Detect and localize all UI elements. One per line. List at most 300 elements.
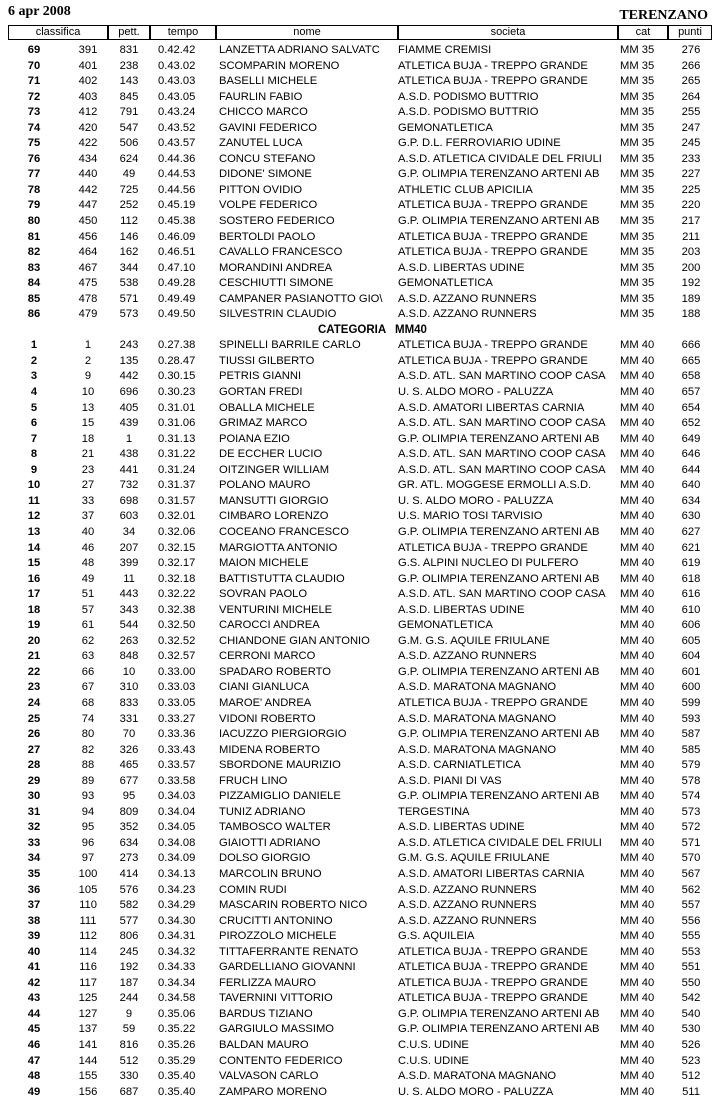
rank-cell: 28 xyxy=(27,759,41,772)
rank-cell: 48 xyxy=(27,1070,41,1083)
overall-position-cell: 94 xyxy=(81,805,95,818)
overall-position-cell: 23 xyxy=(81,463,95,476)
category-cell: MM 40 xyxy=(620,588,655,601)
club-cell: G.P. OLIMPIA TERENZANO ARTENI AB xyxy=(398,728,600,741)
rank-cell: 46 xyxy=(27,1039,41,1051)
table-row xyxy=(0,90,720,106)
club-cell: G.S. ALPINI NUCLEO DI PULFERO xyxy=(398,557,579,570)
points-cell: 649 xyxy=(681,432,701,445)
time-cell: 0.44.56 xyxy=(158,183,196,196)
athlete-name-cell: PIROZZOLO MICHELE xyxy=(219,930,337,943)
bib-number-cell: 10 xyxy=(122,665,136,678)
athlete-name-cell: ZANUTEL LUCA xyxy=(219,137,303,150)
overall-position-cell: 68 xyxy=(81,696,95,709)
points-cell: 644 xyxy=(681,463,701,476)
time-cell: 0.33.43 xyxy=(158,743,196,756)
overall-position-cell: 18 xyxy=(81,432,95,445)
overall-position-cell: 100 xyxy=(78,867,98,880)
overall-position-cell: 155 xyxy=(78,1070,98,1083)
table-row xyxy=(0,354,720,370)
col-cat: cat xyxy=(618,25,668,40)
rank-cell: 16 xyxy=(27,572,41,585)
category-cell: MM 40 xyxy=(620,448,655,461)
overall-position-cell: 450 xyxy=(78,215,98,228)
athlete-name-cell: TAVERNINI VITTORIO xyxy=(219,992,333,1005)
rank-cell: 85 xyxy=(27,292,41,305)
table-row xyxy=(0,338,720,354)
athlete-name-cell: CHIANDONE GIAN ANTONIO xyxy=(219,634,370,647)
category-cell: MM 40 xyxy=(620,417,655,430)
points-cell: 605 xyxy=(681,634,701,647)
rank-cell: 72 xyxy=(27,90,41,103)
club-cell: U. S. ALDO MORO - PALUZZA xyxy=(398,386,554,399)
rank-cell: 29 xyxy=(27,774,41,787)
category-cell: MM 40 xyxy=(620,728,655,741)
club-cell: ATLETICA BUJA - TREPPO GRANDE xyxy=(398,75,588,88)
category-cell: MM 40 xyxy=(620,790,655,803)
rank-cell: 11 xyxy=(28,494,40,507)
rank-cell: 86 xyxy=(27,308,41,321)
table-row xyxy=(0,976,720,992)
category-cell: MM 40 xyxy=(620,836,655,849)
overall-position-cell: 447 xyxy=(78,199,98,212)
table-row xyxy=(0,245,720,261)
athlete-name-cell: MARCOLIN BRUNO xyxy=(219,867,322,880)
points-cell: 654 xyxy=(681,401,701,414)
athlete-name-cell: CAVALLO FRANCESCO xyxy=(219,246,343,259)
category-cell: MM 40 xyxy=(620,696,655,709)
club-cell: GEMONATLETICA xyxy=(398,121,493,134)
rank-cell: 27 xyxy=(27,743,41,756)
overall-position-cell: 440 xyxy=(78,168,98,181)
club-cell: A.S.D. CARNIATLETICA xyxy=(398,759,521,772)
club-cell: ATLETICA BUJA - TREPPO GRANDE xyxy=(398,230,588,243)
overall-position-cell: 1 xyxy=(84,339,92,352)
athlete-name-cell: BARDUS TIZIANO xyxy=(219,1007,313,1020)
points-cell: 630 xyxy=(681,510,701,523)
athlete-name-cell: TAMBOSCO WALTER xyxy=(219,821,331,834)
overall-position-cell: 40 xyxy=(81,525,95,538)
athlete-name-cell: FAURLIN FABIO xyxy=(219,90,303,103)
athlete-name-cell: CIMBARO LORENZO xyxy=(219,510,329,523)
category-cell: MM 40 xyxy=(620,743,655,756)
athlete-name-cell: CRUCITTI ANTONINO xyxy=(219,914,333,927)
rank-cell: 35 xyxy=(27,867,41,880)
club-cell: ATHLETIC CLUB APICILIA xyxy=(398,183,533,196)
category-cell: MM 35 xyxy=(620,59,655,72)
athlete-name-cell: COCEANO FRANCESCO xyxy=(219,525,349,538)
bib-number-cell: 732 xyxy=(119,479,139,492)
club-cell: G.P. D.L. FERROVIARIO UDINE xyxy=(398,137,561,150)
time-cell: 0.34.31 xyxy=(158,930,196,943)
table-row xyxy=(0,1069,720,1085)
overall-position-cell: 51 xyxy=(81,588,95,601)
rank-cell: 15 xyxy=(27,557,41,570)
athlete-name-cell: OITZINGER WILLIAM xyxy=(219,463,330,476)
overall-position-cell: 420 xyxy=(78,121,98,134)
category-cell: MM 40 xyxy=(620,1039,655,1051)
bib-number-cell: 326 xyxy=(119,743,139,756)
points-cell: 601 xyxy=(681,665,701,678)
bib-number-cell: 34 xyxy=(122,525,136,538)
points-cell: 233 xyxy=(681,152,701,165)
club-cell: A.S.D. AZZANO RUNNERS xyxy=(398,914,537,927)
time-cell: 0.34.33 xyxy=(158,961,196,974)
athlete-name-cell: CESCHIUTTI SIMONE xyxy=(219,277,334,290)
table-row xyxy=(0,960,720,976)
overall-position-cell: 117 xyxy=(79,976,97,989)
bib-number-cell: 310 xyxy=(119,681,139,694)
time-cell: 0.31.22 xyxy=(158,448,196,461)
table-row xyxy=(0,214,720,230)
bib-number-cell: 725 xyxy=(119,183,139,196)
table-row xyxy=(0,603,720,619)
rank-cell: 44 xyxy=(27,1007,41,1020)
athlete-name-cell: POIANA EZIO xyxy=(219,432,290,445)
overall-position-cell: 74 xyxy=(81,712,95,725)
overall-position-cell: 15 xyxy=(81,417,95,430)
category-cell: MM 35 xyxy=(620,230,655,243)
points-cell: 264 xyxy=(681,90,701,103)
athlete-name-cell: MORANDINI ANDREA xyxy=(219,261,333,274)
category-cell: MM 40 xyxy=(620,712,655,725)
table-row xyxy=(0,774,720,790)
bib-number-cell: 833 xyxy=(119,696,139,709)
bib-number-cell: 330 xyxy=(119,1070,139,1083)
bib-number-cell: 624 xyxy=(119,152,139,165)
overall-position-cell: 2 xyxy=(84,354,92,367)
bib-number-cell: 405 xyxy=(119,401,139,414)
rank-cell: 24 xyxy=(27,696,41,709)
overall-position-cell: 57 xyxy=(81,603,95,616)
table-row xyxy=(0,789,720,805)
bib-number-cell: 439 xyxy=(119,417,139,430)
athlete-name-cell: DOLSO GIORGIO xyxy=(219,852,311,865)
bib-number-cell: 465 xyxy=(119,759,139,772)
club-cell: G.P. OLIMPIA TERENZANO ARTENI AB xyxy=(398,665,600,678)
athlete-name-cell: SOSTERO FEDERICO xyxy=(219,215,335,228)
athlete-name-cell: PITTON OVIDIO xyxy=(219,183,303,196)
bib-number-cell: 831 xyxy=(119,44,139,56)
category-cell: MM 40 xyxy=(620,541,655,554)
athlete-name-cell: GAVINI FEDERICO xyxy=(219,121,318,134)
club-cell: ATLETICA BUJA - TREPPO GRANDE xyxy=(398,354,588,367)
time-cell: 0.47.10 xyxy=(158,261,196,274)
rank-cell: 39 xyxy=(27,930,41,943)
time-cell: 0.43.24 xyxy=(158,106,196,119)
overall-position-cell: 464 xyxy=(78,246,98,259)
points-cell: 593 xyxy=(681,712,701,725)
points-cell: 604 xyxy=(681,650,701,663)
time-cell: 0.46.51 xyxy=(158,246,196,259)
points-cell: 600 xyxy=(681,681,701,694)
time-cell: 0.35.26 xyxy=(158,1039,196,1051)
points-cell: 610 xyxy=(681,603,701,616)
bib-number-cell: 352 xyxy=(119,821,139,834)
bib-number-cell: 243 xyxy=(119,339,139,352)
athlete-name-cell: GARDELLIANO GIOVANNI xyxy=(219,961,356,974)
athlete-name-cell: BATTISTUTTA CLAUDIO xyxy=(219,572,345,585)
club-cell: G.P. OLIMPIA TERENZANO ARTENI AB xyxy=(398,432,600,445)
athlete-name-cell: TITTAFERRANTE RENATO xyxy=(219,945,359,958)
rank-cell: 40 xyxy=(27,945,41,958)
club-cell: G.P. OLIMPIA TERENZANO ARTENI AB xyxy=(398,215,600,228)
rank-cell: 74 xyxy=(27,121,41,134)
table-row xyxy=(0,1022,720,1038)
category-cell: MM 40 xyxy=(620,821,655,834)
time-cell: 0.43.05 xyxy=(158,90,196,103)
category-cell: MM 40 xyxy=(620,370,655,383)
table-row xyxy=(0,541,720,557)
bib-number-cell: 245 xyxy=(119,945,139,958)
time-cell: 0.34.03 xyxy=(158,790,196,803)
bib-number-cell: 49 xyxy=(122,168,136,181)
rank-cell: 77 xyxy=(27,168,41,181)
overall-position-cell: 391 xyxy=(78,44,98,56)
club-cell: G.P. OLIMPIA TERENZANO ARTENI AB xyxy=(398,168,600,181)
bib-number-cell: 162 xyxy=(119,246,139,259)
time-cell: 0.49.49 xyxy=(158,292,196,305)
points-cell: 247 xyxy=(681,121,701,134)
bib-number-cell: 399 xyxy=(119,557,139,570)
club-cell: A.S.D. PIANI DI VAS xyxy=(398,774,502,787)
rank-cell: 49 xyxy=(27,1085,41,1098)
overall-position-cell: 62 xyxy=(81,634,95,647)
bib-number-cell: 343 xyxy=(119,603,139,616)
table-row xyxy=(0,867,720,883)
time-cell: 0.31.57 xyxy=(158,494,196,507)
rank-cell: 21 xyxy=(27,650,41,663)
table-row xyxy=(0,307,720,323)
category-cell: MM 35 xyxy=(620,292,655,305)
club-cell: ATLETICA BUJA - TREPPO GRANDE xyxy=(398,541,588,554)
club-cell: A.S.D. PODISMO BUTTRIO xyxy=(398,90,539,103)
overall-position-cell: 114 xyxy=(79,945,97,958)
athlete-name-cell: PIZZAMIGLIO DANIELE xyxy=(219,790,341,803)
athlete-name-cell: VIDONI ROBERTO xyxy=(219,712,316,725)
table-row xyxy=(0,665,720,681)
col-classifica: classifica xyxy=(8,25,108,40)
bib-number-cell: 573 xyxy=(119,308,139,321)
club-cell: GR. ATL. MOGGESE ERMOLLI A.S.D. xyxy=(398,479,592,492)
rank-cell: 9 xyxy=(30,463,38,476)
col-punti: punti xyxy=(668,25,712,40)
rank-cell: 45 xyxy=(27,1023,41,1036)
club-cell: ATLETICA BUJA - TREPPO GRANDE xyxy=(398,945,588,958)
overall-position-cell: 46 xyxy=(81,541,95,554)
athlete-name-cell: CHICCO MARCO xyxy=(219,106,308,119)
club-cell: ATLETICA BUJA - TREPPO GRANDE xyxy=(398,976,588,989)
athlete-name-cell: CIANI GIANLUCA xyxy=(219,681,310,694)
column-headers xyxy=(8,25,712,40)
points-cell: 666 xyxy=(681,339,701,352)
race-date: 6 apr 2008 xyxy=(8,4,71,19)
overall-position-cell: 156 xyxy=(78,1085,98,1098)
rank-cell: 81 xyxy=(27,230,41,243)
bib-number-cell: 238 xyxy=(119,59,139,72)
points-cell: 245 xyxy=(681,137,701,150)
bib-number-cell: 696 xyxy=(119,386,139,399)
athlete-name-cell: LANZETTA ADRIANO SALVATC xyxy=(219,44,380,56)
rank-cell: 26 xyxy=(27,728,41,741)
table-row xyxy=(0,121,720,137)
bib-number-cell: 95 xyxy=(122,790,136,803)
overall-position-cell: 401 xyxy=(78,59,98,72)
bib-number-cell: 187 xyxy=(119,976,139,989)
points-cell: 627 xyxy=(681,525,701,538)
overall-position-cell: 475 xyxy=(78,277,98,290)
time-cell: 0.34.32 xyxy=(158,945,196,958)
category-cell: MM 35 xyxy=(620,277,655,290)
overall-position-cell: 144 xyxy=(78,1054,98,1067)
table-row xyxy=(0,914,720,930)
time-cell: 0.34.23 xyxy=(158,883,196,896)
overall-position-cell: 66 xyxy=(81,665,95,678)
overall-position-cell: 97 xyxy=(81,852,95,865)
table-row xyxy=(0,509,720,525)
athlete-name-cell: CAROCCI ANDREA xyxy=(219,619,320,632)
time-cell: 0.34.04 xyxy=(158,805,196,818)
rank-cell: 8 xyxy=(30,448,38,461)
table-row xyxy=(0,991,720,1007)
athlete-name-cell: MARGIOTTA ANTONIO xyxy=(219,541,338,554)
time-cell: 0.32.18 xyxy=(158,572,196,585)
points-cell: 616 xyxy=(681,588,701,601)
points-cell: 189 xyxy=(681,292,701,305)
col-tempo: tempo xyxy=(150,25,216,40)
category-cell: MM 40 xyxy=(620,557,655,570)
points-cell: 572 xyxy=(681,821,701,834)
table-row xyxy=(0,494,720,510)
bib-number-cell: 441 xyxy=(119,463,139,476)
time-cell: 0.44.53 xyxy=(158,168,196,181)
bib-number-cell: 576 xyxy=(119,883,139,896)
category-cell: MM 40 xyxy=(620,510,655,523)
points-cell: 276 xyxy=(681,44,701,56)
results-table xyxy=(0,43,720,1100)
points-cell: 200 xyxy=(681,261,701,274)
points-cell: 511 xyxy=(682,1085,700,1098)
bib-number-cell: 506 xyxy=(119,137,139,150)
athlete-name-cell: CERRONI MARCO xyxy=(219,650,316,663)
bib-number-cell: 59 xyxy=(122,1023,136,1036)
athlete-name-cell: PETRIS GIANNI xyxy=(219,370,302,383)
table-row xyxy=(0,929,720,945)
club-cell: U. S. ALDO MORO - PALUZZA xyxy=(398,494,554,507)
overall-position-cell: 402 xyxy=(78,75,98,88)
time-cell: 0.33.27 xyxy=(158,712,196,725)
points-cell: 567 xyxy=(681,867,701,880)
athlete-name-cell: BALDAN MAURO xyxy=(219,1039,309,1051)
category-cell: MM 40 xyxy=(620,354,655,367)
table-row xyxy=(0,1054,720,1070)
table-row xyxy=(0,74,720,90)
points-cell: 542 xyxy=(681,992,701,1005)
overall-position-cell: 96 xyxy=(81,836,95,849)
points-cell: 599 xyxy=(681,696,701,709)
bib-number-cell: 112 xyxy=(120,215,138,228)
bib-number-cell: 331 xyxy=(119,712,139,725)
club-cell: ATLETICA BUJA - TREPPO GRANDE xyxy=(398,59,588,72)
points-cell: 640 xyxy=(681,479,701,492)
bib-number-cell: 512 xyxy=(119,1054,139,1067)
category-cell: MM 40 xyxy=(620,976,655,989)
athlete-name-cell: MAROE' ANDREA xyxy=(219,696,312,709)
club-cell: A.S.D. AMATORI LIBERTAS CARNIA xyxy=(398,867,585,880)
time-cell: 0.45.38 xyxy=(158,215,196,228)
category-cell: MM 40 xyxy=(620,1070,655,1083)
time-cell: 0.33.03 xyxy=(158,681,196,694)
rank-cell: 41 xyxy=(27,961,41,974)
overall-position-cell: 61 xyxy=(81,619,95,632)
table-row xyxy=(0,1038,720,1054)
overall-position-cell: 93 xyxy=(81,790,95,803)
club-cell: A.S.D. AZZANO RUNNERS xyxy=(398,899,537,912)
category-cell: MM 35 xyxy=(620,168,655,181)
time-cell: 0.46.09 xyxy=(158,230,196,243)
overall-position-cell: 412 xyxy=(78,106,98,119)
table-row xyxy=(0,556,720,572)
table-row xyxy=(0,898,720,914)
table-row xyxy=(0,105,720,121)
time-cell: 0.32.57 xyxy=(158,650,196,663)
athlete-name-cell: ZAMPARO MORENO xyxy=(219,1085,327,1098)
category-cell: MM 35 xyxy=(620,106,655,119)
club-cell: A.S.D. AZZANO RUNNERS xyxy=(398,308,537,321)
time-cell: 0.31.06 xyxy=(158,417,196,430)
category-cell: MM 40 xyxy=(620,479,655,492)
points-cell: 217 xyxy=(681,215,701,228)
rank-cell: 30 xyxy=(27,790,41,803)
time-cell: 0.34.30 xyxy=(158,914,196,927)
athlete-name-cell: OBALLA MICHELE xyxy=(219,401,315,414)
time-cell: 0.35.40 xyxy=(158,1070,196,1083)
bib-number-cell: 538 xyxy=(119,277,139,290)
club-cell: ATLETICA BUJA - TREPPO GRANDE xyxy=(398,696,588,709)
time-cell: 0.31.37 xyxy=(158,479,196,492)
points-cell: 579 xyxy=(681,759,701,772)
club-cell: U. S. ALDO MORO - PALUZZA xyxy=(398,1085,554,1098)
rank-cell: 84 xyxy=(27,277,41,290)
time-cell: 0.34.08 xyxy=(158,836,196,849)
club-cell: A.S.D. ATL. SAN MARTINO COOP CASA xyxy=(398,417,606,430)
time-cell: 0.32.38 xyxy=(158,603,196,616)
table-row xyxy=(0,152,720,168)
col-pettorale: pett. xyxy=(108,25,150,40)
overall-position-cell: 21 xyxy=(81,448,95,461)
points-cell: 211 xyxy=(682,230,700,243)
table-row xyxy=(0,447,720,463)
club-cell: ATLETICA BUJA - TREPPO GRANDE xyxy=(398,199,588,212)
bib-number-cell: 603 xyxy=(119,510,139,523)
athlete-name-cell: TIUSSI GILBERTO xyxy=(219,354,315,367)
rank-cell: 34 xyxy=(27,852,41,865)
points-cell: 574 xyxy=(681,790,701,803)
club-cell: G.S. AQUILEIA xyxy=(398,930,475,943)
athlete-name-cell: VOLPE FEDERICO xyxy=(219,199,318,212)
table-row xyxy=(0,401,720,417)
rank-cell: 70 xyxy=(27,59,41,72)
category-cell: MM 40 xyxy=(620,1007,655,1020)
rank-cell: 76 xyxy=(27,152,41,165)
table-row xyxy=(0,634,720,650)
athlete-name-cell: DE ECCHER LUCIO xyxy=(219,448,323,461)
athlete-name-cell: MAION MICHELE xyxy=(219,557,309,570)
rank-cell: 47 xyxy=(27,1054,41,1067)
points-cell: 557 xyxy=(681,899,701,912)
category-cell: MM 40 xyxy=(620,603,655,616)
club-cell: A.S.D. PODISMO BUTTRIO xyxy=(398,106,539,119)
